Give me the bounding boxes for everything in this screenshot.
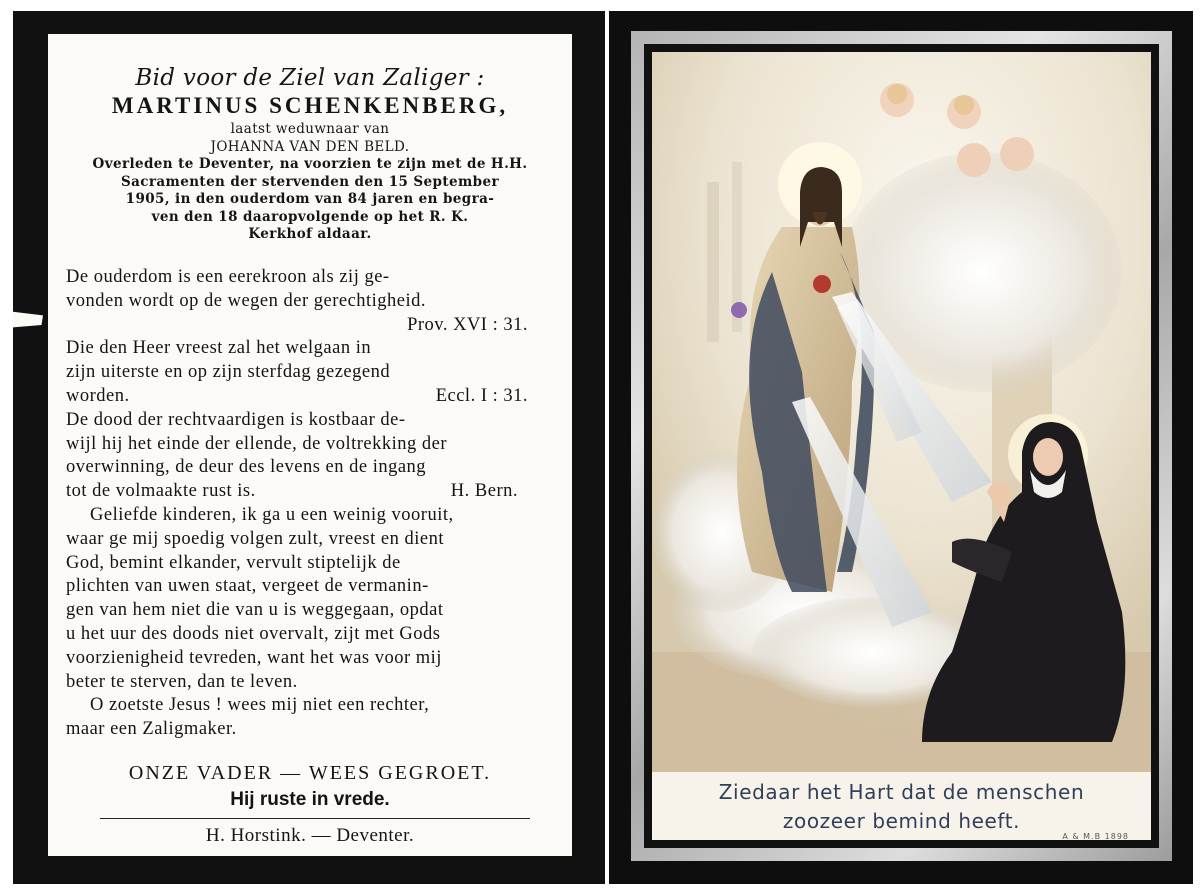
death-info-line: 1905, in den ouderdom van 84 jaren en begra- bbox=[125, 191, 495, 207]
quote-line: Die den Heer vreest zal het welgaan in bbox=[66, 338, 372, 359]
caption-line-1: Ziedaar het Hart dat de menschen bbox=[718, 780, 1085, 804]
death-info-line: Kerkhof aldaar. bbox=[248, 226, 372, 242]
devotional-picture-frame bbox=[652, 52, 1151, 840]
farewell-line: beter te sterven, dan te leven. bbox=[66, 671, 298, 692]
cherub-hair bbox=[887, 84, 907, 104]
quote-line: wijl hij het einde der ellende, de voltrekking der bbox=[66, 433, 448, 454]
death-info-line: Overleden te Deventer, na voorzien te zijn met de H.H. bbox=[92, 156, 528, 172]
farewell-line: gen van hem niet die van u is weggegaan, opdat bbox=[66, 600, 444, 621]
farewell-line: Geliefde kinderen, ik ga u een weinig vooruit, bbox=[90, 504, 454, 525]
memorial-card-text-side bbox=[13, 11, 605, 884]
quote-line: zijn uiterste en op zijn sterfdag gezegend bbox=[66, 362, 391, 383]
cherub-head bbox=[957, 143, 991, 177]
black-border bbox=[644, 44, 1159, 848]
quote-line: De dood der rechtvaardigen is kostbaar de- bbox=[66, 409, 406, 430]
silver-border bbox=[631, 31, 1172, 861]
farewell-line: God, bemint elkander, vervult stiptelijk de bbox=[66, 552, 401, 573]
quote-line-with-ref bbox=[66, 480, 558, 504]
scripture-quotes bbox=[66, 266, 558, 742]
farewell-line: u het uur des doods niet overvalt, zijt met Gods bbox=[66, 623, 441, 644]
farewell-line: plichten van uwen staat, vergeet de vermanin- bbox=[66, 576, 429, 597]
rest-in-peace: Hij ruste in vrede. bbox=[230, 789, 390, 810]
flowers bbox=[731, 302, 747, 318]
deceased-name: MARTINUS SCHENKENBERG, bbox=[111, 93, 509, 118]
quote-line: worden. bbox=[66, 385, 130, 406]
quote-line: vonden wordt op de wegen der gerechtigheid. bbox=[66, 290, 427, 311]
caption-line-2: zoozeer bemind heeft. bbox=[782, 809, 1021, 833]
farewell-line: waar ge mij spoedig volgen zult, vreest en dient bbox=[66, 528, 444, 549]
torn-edge bbox=[13, 307, 43, 331]
death-info-line: ven den 18 daaropvolgende op het R. K. bbox=[151, 208, 469, 225]
quote-line: overwinning, de deur des levens en de ingang bbox=[66, 457, 427, 478]
cherub-hair bbox=[954, 95, 974, 115]
quote-reference: Prov. XVI : 31. bbox=[407, 314, 528, 335]
widower-line: laatst weduwnaar van bbox=[230, 121, 390, 137]
sacred-heart bbox=[813, 275, 831, 293]
closing-prayers: ONZE VADER — WEES GEGROET. bbox=[128, 762, 492, 784]
spouse-name: JOHANNA VAN DEN BELD. bbox=[210, 138, 410, 155]
publisher-mark: A & M.B 1898 bbox=[1062, 832, 1129, 841]
quote-reference: Eccl. I : 31. bbox=[435, 385, 528, 406]
quote-reference: H. Bern. bbox=[450, 481, 518, 502]
printer-credit: H. Horstink. — Deventer. bbox=[205, 825, 415, 846]
card-text-panel bbox=[48, 34, 572, 856]
divider bbox=[100, 818, 530, 819]
cherub-head bbox=[1000, 137, 1034, 171]
invocation-line: O zoetste Jesus ! wees mij niet een rechter, bbox=[90, 695, 430, 716]
invocation-line: maar een Zaligmaker. bbox=[66, 719, 237, 740]
memorial-card-image-side bbox=[609, 11, 1193, 884]
sacred-heart-illustration bbox=[652, 52, 1151, 772]
quote-line-with-ref bbox=[66, 385, 558, 409]
death-info-line: Sacramenten der stervenden den 15 September bbox=[120, 173, 500, 190]
quote-line: tot de volmaakte rust is. bbox=[66, 481, 256, 502]
quote-line: De ouderdom is een eerekroon als zij ge- bbox=[66, 267, 390, 287]
farewell-line: voorzienigheid tevreden, want het was voor mij bbox=[66, 647, 442, 668]
column bbox=[707, 182, 719, 342]
nun-face bbox=[1033, 438, 1063, 476]
prayer-header: Bid voor de Ziel van Zaliger : bbox=[135, 65, 485, 91]
